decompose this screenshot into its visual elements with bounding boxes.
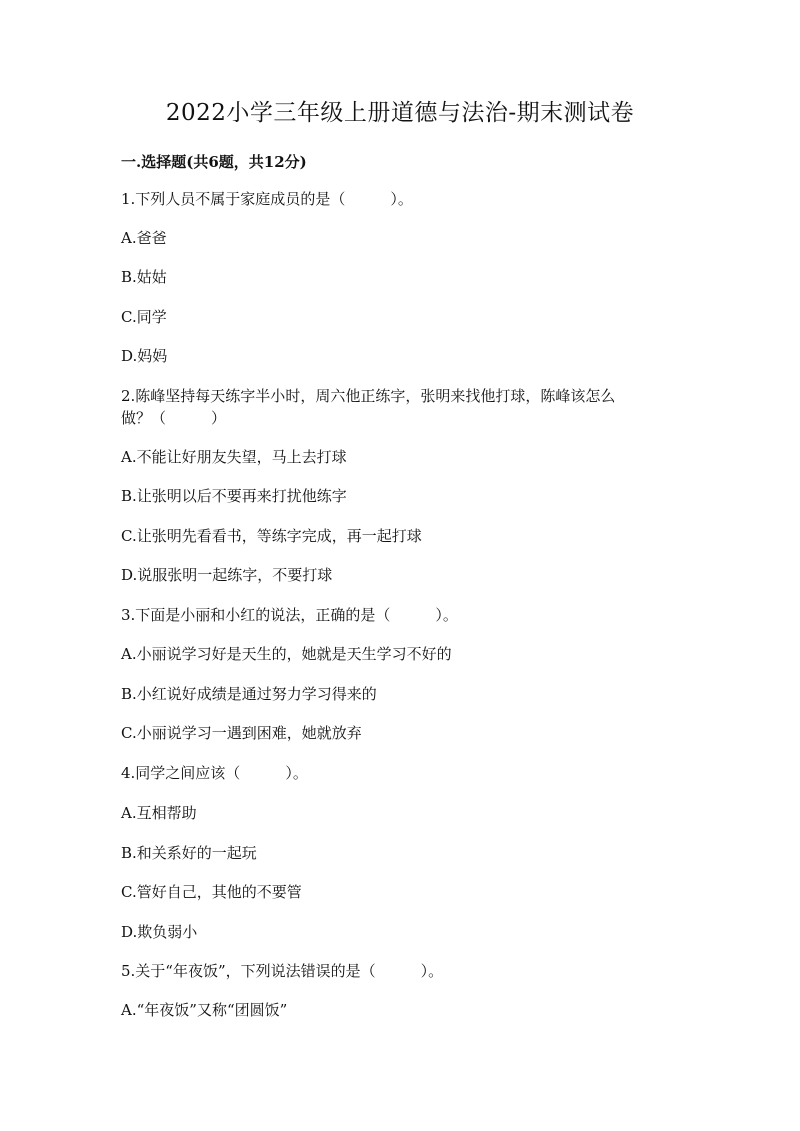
question-2-option-a: A.不能让好朋友失望，马上去打球 <box>121 448 347 466</box>
question-5-stem: 5.关于“年夜饭”，下列说法错误的是（ ）。 <box>121 962 444 980</box>
question-1-option-d: D.妈妈 <box>121 347 168 365</box>
question-2-stem-line-1: 2.陈峰坚持每天练字半小时，周六他正练字，张明来找他打球，陈峰该怎么 <box>121 387 616 405</box>
question-4-option-c: C.管好自己，其他的不要管 <box>121 883 302 901</box>
question-4-stem: 4.同学之间应该（ ）。 <box>121 764 308 782</box>
question-1-stem: 1.下列人员不属于家庭成员的是（ ）。 <box>121 190 413 208</box>
question-4-option-b: B.和关系好的一起玩 <box>121 844 257 862</box>
question-1-option-b: B.姑姑 <box>121 268 167 286</box>
question-1-option-c: C.同学 <box>121 308 167 326</box>
question-3-stem: 3.下面是小丽和小红的说法，正确的是（ ）。 <box>121 606 458 624</box>
question-5-option-a: A.“年夜饭”又称“团圆饭” <box>121 1001 288 1019</box>
question-3-option-a: A.小丽说学习好是天生的，她就是天生学习不好的 <box>121 645 452 663</box>
question-4-option-a: A.互相帮助 <box>121 804 197 822</box>
page-title: 2022小学三年级上册道德与法治-期末测试卷 <box>165 100 635 126</box>
question-2-option-d: D.说服张明一起练字，不要打球 <box>121 566 333 584</box>
section-heading: 一.选择题(共6题，共12分) <box>121 153 307 171</box>
question-3-option-b: B.小红说好成绩是通过努力学习得来的 <box>121 685 377 703</box>
question-2-option-b: B.让张明以后不要再来打扰他练字 <box>121 487 347 505</box>
question-2-option-c: C.让张明先看看书，等练字完成，再一起打球 <box>121 527 422 545</box>
question-2-stem-line-2: 做？（ ） <box>121 409 227 427</box>
question-4-option-d: D.欺负弱小 <box>121 923 198 941</box>
question-3-option-c: C.小丽说学习一遇到困难，她就放弃 <box>121 724 362 742</box>
question-1-option-a: A.爸爸 <box>121 229 167 247</box>
